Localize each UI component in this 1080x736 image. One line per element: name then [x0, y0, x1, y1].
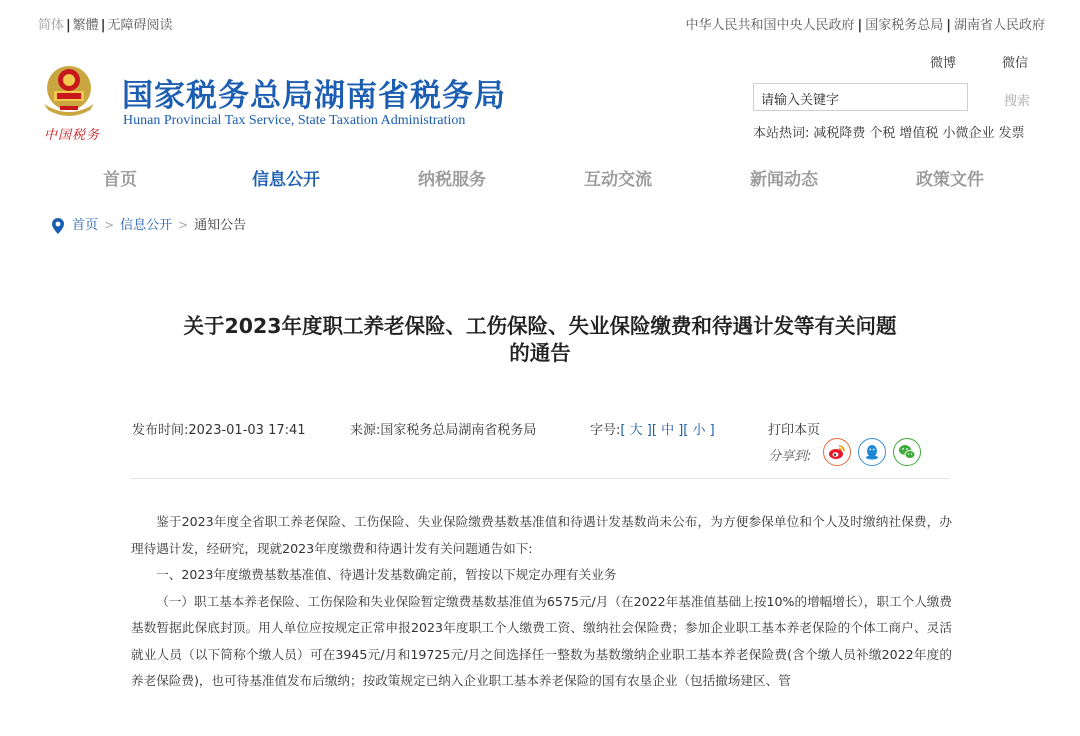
hot-word[interactable]: 个税 — [869, 126, 896, 141]
hot-words — [753, 122, 1024, 141]
publish-date — [132, 419, 306, 438]
nav-item-tax-service[interactable]: 纳税服务 — [418, 170, 486, 190]
share-label: 分享到: — [768, 449, 812, 464]
font-size-label: 字号: — [590, 423, 621, 438]
lang-simplified-link[interactable]: 简体 — [38, 18, 65, 33]
font-size-medium-button[interactable]: [ 中 ] — [651, 423, 684, 438]
article-title-line: 的通告 — [509, 341, 571, 365]
share-wechat-icon[interactable] — [893, 438, 921, 466]
hot-word[interactable]: 减税降费 — [813, 126, 866, 141]
nav-item-news[interactable]: 新闻动态 — [750, 170, 818, 190]
share-weibo-icon[interactable] — [823, 438, 851, 466]
site-header — [0, 46, 1080, 156]
lang-traditional-link[interactable]: 繁體 — [72, 18, 99, 33]
article-title — [130, 313, 950, 367]
hot-word[interactable]: 发票 — [998, 126, 1025, 141]
gov-link-central[interactable]: 中华人民共和国中央人民政府 — [685, 18, 855, 33]
share-qq-icon[interactable] — [858, 438, 886, 466]
hot-words-label: 本站热词: — [753, 126, 810, 141]
article-title-line: 关于2023年度职工养老保险、工伤保险、失业保险缴费和待遇计发等有关问题 — [183, 314, 897, 338]
nav-item-interaction[interactable]: 互动交流 — [584, 170, 652, 190]
weixin-link[interactable]: 微信 — [1002, 56, 1029, 71]
weibo-link[interactable]: 微博 — [930, 56, 957, 71]
nav-item-policy[interactable]: 政策文件 — [916, 170, 984, 190]
chevron-right-icon: > — [178, 218, 189, 232]
tax-emblem-icon[interactable] — [38, 58, 100, 120]
top-utility-bar — [0, 0, 1080, 46]
article-body — [131, 509, 952, 695]
main-nav — [0, 165, 1080, 197]
article-paragraph: 一、2023年度缴费基数基准值、待遇计发基数确定前，暂按以下规定办理有关业务 — [156, 567, 617, 582]
search-box — [753, 83, 968, 111]
breadcrumb-section-link[interactable]: 信息公开 — [120, 218, 173, 233]
hot-word[interactable]: 增值税 — [899, 126, 939, 141]
source-label: 来源: — [350, 423, 381, 438]
site-title[interactable]: 国家税务总局湖南省税务局 — [122, 78, 506, 114]
source-value: 国家税务总局湖南省税务局 — [380, 423, 537, 438]
hot-word[interactable]: 小微企业 — [942, 126, 995, 141]
gov-link-sta[interactable]: 国家税务总局 — [865, 18, 944, 33]
site-subtitle: Hunan Provincial Tax Service, State Taxation Administration — [123, 113, 466, 128]
article-paragraph: （一）职工基本养老保险、工伤保险和失业保险暂定缴费基数基准值为6575元/月（在2022年基准值基础上按10%的增幅增长），职工个人缴费基数暂据此保底封顶。用人单位应按规定正常申报2023年度职工个人缴费工资、缴纳社会保险费；参加企业职工基本养老保险的个体工商户、灵活就业人员（以下简称个缴人员）可在3945元/月和19725元/月之间选择任一整数为基数缴纳企业职工基本养老保险费(含个缴人员补缴2022年度的养老保险费)，也可待基准值发布后缴纳；按政策规定已纳入企业职工基本养老保险的国有农垦企业（包括撤场建区、管 — [131, 593, 952, 688]
search-input[interactable] — [759, 85, 963, 111]
brand-calligraphy: 中国税务 — [44, 128, 101, 143]
nav-item-home[interactable]: 首页 — [103, 170, 137, 190]
breadcrumb — [52, 214, 246, 236]
font-size-small-button[interactable]: [ 小 ] — [683, 423, 715, 438]
nav-item-info-disclosure[interactable]: 信息公开 — [252, 170, 320, 190]
search-button[interactable]: 搜索 — [1004, 94, 1031, 109]
font-size-large-button[interactable]: [ 大 ] — [620, 423, 652, 438]
font-size-switcher — [590, 419, 715, 438]
chevron-right-icon: > — [104, 218, 115, 232]
article-paragraph: 鉴于2023年度全省职工养老保险、工伤保险、失业保险缴费基数基准值和待遇计发基数尚未公布，为方便参保单位和个人及时缴纳社保费，办理待遇计发，经研究，现就2023年度缴费和待遇计发有关问题通告如下: — [131, 514, 952, 556]
publish-date-value: 2023-01-03 17:41 — [188, 423, 306, 438]
gov-link-hunan[interactable]: 湖南省人民政府 — [953, 18, 1045, 33]
meta-divider — [130, 478, 950, 479]
print-button[interactable]: 打印本页 — [768, 423, 821, 438]
publish-date-label: 发布时间: — [132, 423, 189, 438]
article-source — [350, 419, 536, 438]
accessibility-link[interactable]: 无障碍阅读 — [107, 18, 173, 33]
location-pin-icon — [52, 218, 64, 234]
language-switcher: 简体 | 繁體 | 无障碍阅读 — [38, 18, 173, 33]
breadcrumb-current: 通知公告 — [194, 218, 247, 233]
breadcrumb-home-link[interactable]: 首页 — [72, 218, 99, 233]
government-links: 中华人民共和国中央人民政府 | 国家税务总局 | 湖南省人民政府 — [685, 18, 1045, 33]
